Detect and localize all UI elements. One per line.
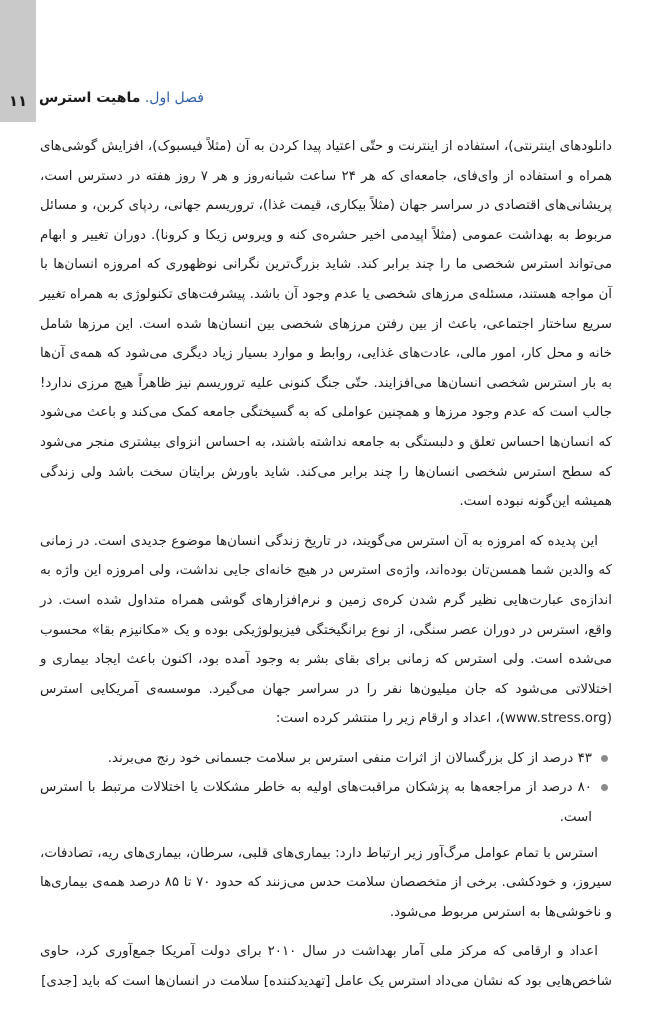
bullet-icon	[601, 784, 608, 791]
chapter-title: ماهیت استرس	[39, 90, 141, 106]
paragraph-continued: دانلودهای اینترنتی)، استفاده از اینترنت و حتّی اعتیاد پیدا کردن به آن (مثلاً فیسبوک)، افزایش گوشی‌های همراه و استفاده از وای‌فای، جامعه‌ای که هر ۲۴ ساعت شبانه‌روز و هر ۷ روز هفته در دسترس است، پریشانی‌های اقتصادی در سراسر جهان (مثلاً بیکاری، قیمت غذا)، تروریسم جهانی، ردپای کربن، و مسائل مربوط به بهداشت عمومی (مثلاً اپیدمی اخیر حشره‌ی کنه و ویروس زیکا و کرونا). دوران تغییر و ابهام می‌تواند استرس شخصی ما را چند برابر کند. شاید بزرگ‌ترین نگرانی نوظهوری که امروزه انسان‌ها با آن مواجه هستند، مسئله‌ی مرزهای شخصی یا عدم وجود آن باشد. پیشرفت‌های تکنولوژی به همراه تغییر سریع ساختار اجتماعی، باعث از بین رفتن مرزهای شخصی بین انسان‌ها شده است. این مرزها شامل خانه و محل کار، امور مالی، عادت‌های غذایی، روابط و موارد بسیار زیاد دیگری می‌شود که همه‌ی آن‌ها به بار استرس شخصی انسان‌ها می‌افزایند. حتّی جنگ کنونی علیه تروریسم نیز ظاهراً هیچ مرزی ندارد! جالب است که عدم وجود مرزها و همچنین عواملی که به گسیختگی جامعه کمک می‌کند و باعث می‌شود که انسان‌ها احساس تعلق و دلبستگی به جامعه نداشته باشند، به احساس انزوای بیشتری منجر می‌شود که سطح استرس شخصی انسان‌ها را چند برابر می‌کند. شاید باورش برایتان سخت باشد ولی زندگی همیشه این‌گونه نبوده است.	[40, 139, 612, 510]
bullet-icon	[601, 755, 608, 762]
list-item	[40, 773, 592, 832]
page-number: ۱۱	[8, 92, 28, 110]
statistics-list	[40, 744, 612, 833]
list-item-text: ۴۳ درصد از کل بزرگسالان از اثرات منفی استرس بر سلامت جسمانی خود رنج می‌برند.	[107, 750, 592, 766]
list-item	[40, 744, 592, 774]
page-body	[40, 132, 612, 1007]
running-header	[39, 90, 204, 106]
paragraph-national-statistics: اعداد و ارقامی که مرکز ملی آمار بهداشت در سال ۲۰۱۰ برای دولت آمریکا جمع‌آوری کرد، حاوی شاخص‌هایی بود که نشان می‌داد استرس یک عامل [تهدیدکننده] سلامت در انسان‌ها است که باید [جدی]	[40, 944, 612, 990]
chapter-label: فصل اول.	[144, 90, 204, 106]
paragraph-fatal-factors: استرس با تمام عوامل مرگ‌آور زیر ارتباط دارد: بیماری‌های قلبی، سرطان، بیماری‌های ریه، تصادفات، سیروز، و خودکشی. برخی از متخصصان سلامت حدس می‌زنند که حدود ۷۰ تا ۸۵ درصد همه‌ی بیماری‌ها و ناخوشی‌ها به استرس مربوط می‌شود.	[40, 845, 612, 920]
paragraph-stress-phenomenon: این پدیده که امروزه به آن استرس می‌گویند، در تاریخ زندگی انسان‌ها موضوع جدیدی است. در زمانی که والدین شما همسن‌تان بوده‌اند، واژه‌ی استرس در هیچ خانه‌ای جایی نداشت، ولی امروزه این واژه به اندازه‌ی عبارت‌هایی نظیر گرم شدن کره‌ی زمین و نرم‌افزارهای گوشی همراه متداول شده است. در واقع، استرس در دوران عصر سنگی، از نوع برانگیختگی فیزیولوژیکی بوده و یک «مکانیزم بقا» محسوب می‌شده است. ولی استرس که زمانی برای بقای بشر به وجود آمده بود، اکنون باعث ایجاد بیماری و اختلالاتی می‌شود که جان میلیون‌ها نفر را در سراسر جهان می‌گیرد. موسسه‌ی آمریکایی استرس (www.stress.org)، اعداد و ارقام زیر را منتشر کرده است:	[40, 533, 612, 727]
list-item-text: ۸۰ درصد از مراجعه‌ها به پزشکان مراقبت‌های اولیه به خاطر مشکلات یا اختلالات مرتبط با استرس است.	[40, 780, 592, 826]
